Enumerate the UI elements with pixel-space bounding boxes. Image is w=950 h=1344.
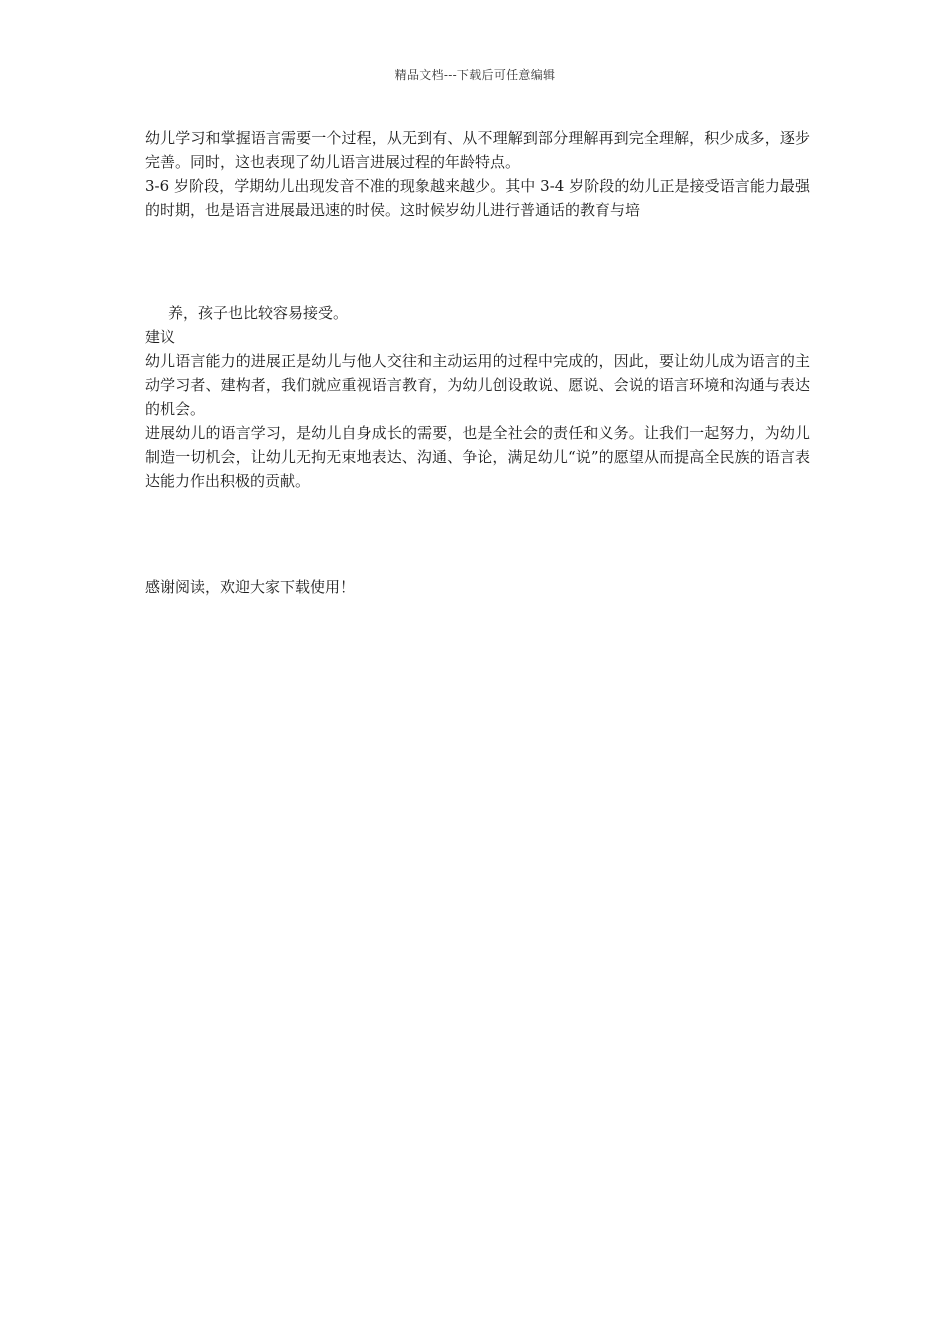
- closing-text: 感谢阅读，欢迎大家下载使用！: [145, 578, 356, 596]
- section-heading-suggestion: 建议: [145, 328, 176, 346]
- paragraph-learning-process: 幼儿学习和掌握语言需要一个过程，从无到有、从不理解到部分理解再到完全理解，积少成多，逐步完善。同时，这也表现了幼儿语言进展过程的年龄特点。: [145, 129, 810, 171]
- paragraph-age-stage: 3-6 岁阶段，学期幼儿出现发音不准的现象越来越少。其中 3-4 岁阶段的幼儿正是接受语言能力最强的时期，也是语言进展最迅速的时侯。这时候岁幼儿进行普通话的教育与培: [145, 177, 810, 219]
- section-suggestion: [145, 301, 810, 493]
- paragraph-language-ability: 幼儿语言能力的进展正是幼儿与他人交往和主动运用的过程中完成的，因此，要让幼儿成为语言的主动学习者、建构者，我们就应重视语言教育，为幼儿创设敢说、愿说、会说的语言环境和沟通与表达的机会。: [145, 352, 810, 418]
- paragraph-continuation: 养，孩子也比较容易接受。: [168, 304, 349, 322]
- closing-section: [145, 575, 810, 599]
- section-intro: [145, 126, 810, 222]
- page-header: 精品文档---下载后可任意编辑: [394, 68, 556, 82]
- paragraph-language-learning: 进展幼儿的语言学习，是幼儿自身成长的需要，也是全社会的责任和义务。让我们一起努力，为幼儿制造一切机会，让幼儿无拘无束地表达、沟通、争论，满足幼儿“说”的愿望从而提高全民族的语言表达能力作出积极的贡献。: [145, 424, 810, 490]
